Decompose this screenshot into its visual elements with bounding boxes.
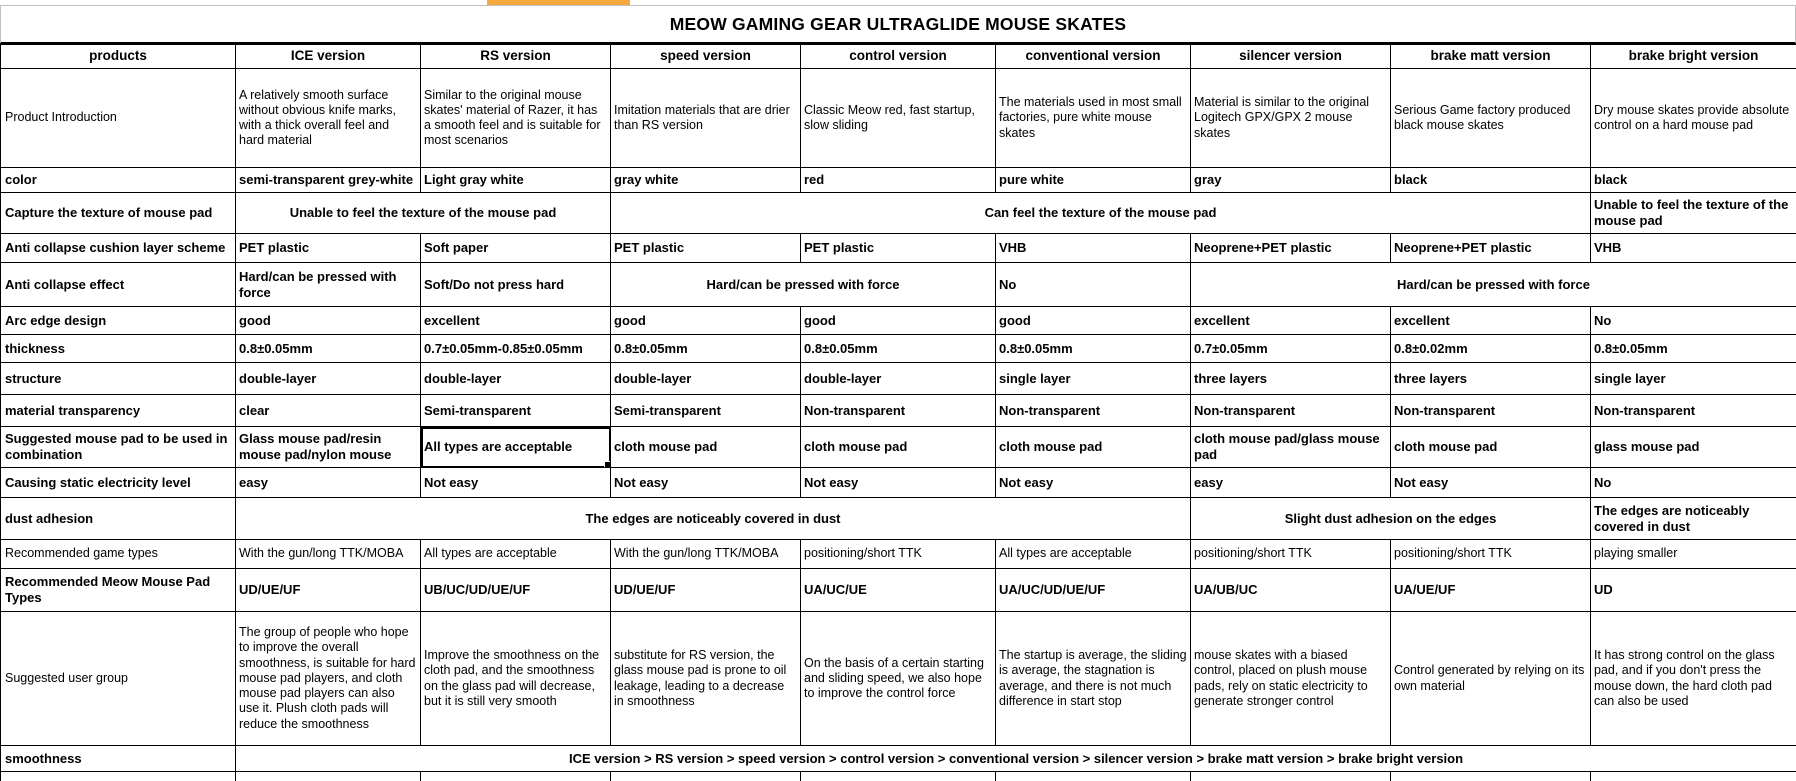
cell-suggested-user-group-conventional-version[interactable]: The startup is average, the sliding is average, the stagnation is average, and there is not much difference in start stop bbox=[996, 612, 1191, 746]
cell-material-transparency-ice-version[interactable]: clear bbox=[236, 395, 421, 427]
cell-anti-collapse-cushion-layer-scheme-ice-version[interactable]: PET plastic bbox=[236, 234, 421, 263]
cell-color-speed-version[interactable]: gray white bbox=[611, 168, 801, 193]
cell-suggested-user-group-silencer-version[interactable]: mouse skates with a biased control, placed on plush mouse pads, rely on static electricity to generate stronger control bbox=[1191, 612, 1391, 746]
cell-anti-collapse-effect-speed-version[interactable]: Hard/can be pressed with force bbox=[611, 263, 996, 307]
table-row-thickness bbox=[1, 335, 1796, 363]
cell-color-brake-bright-version[interactable]: black bbox=[1591, 168, 1796, 193]
cell-arc-edge-design-ice-version[interactable]: good bbox=[236, 307, 421, 335]
orange-cell-remnant bbox=[487, 0, 630, 5]
cell-product-introduction-rs-version[interactable]: Similar to the original mouse skates' material of Razer, it has a smooth feel and is suitable for most scenarios bbox=[421, 69, 611, 168]
top-row-remnant bbox=[0, 0, 1796, 6]
cell-recommended-meow-mouse-pad-types-silencer-version[interactable]: UA/UB/UC bbox=[1191, 569, 1391, 612]
cell-suggested-user-group-brake-bright-version[interactable]: It has strong control on the glass pad, and if you don't press the mouse down, the hard cloth pad can also be used bbox=[1591, 612, 1796, 746]
cell-product-introduction-control-version[interactable]: Classic Meow red, fast startup, slow sliding bbox=[801, 69, 996, 168]
cell-structure-speed-version[interactable]: double-layer bbox=[611, 363, 801, 395]
cell-recommended-game-types-brake-matt-version[interactable]: positioning/short TTK bbox=[1391, 540, 1591, 569]
cell-material-transparency-rs-version[interactable]: Semi-transparent bbox=[421, 395, 611, 427]
bottom-remnant-cell bbox=[421, 772, 611, 781]
row-label-thickness[interactable]: thickness bbox=[1, 335, 236, 363]
header-cell-control-version[interactable]: control version bbox=[801, 45, 996, 69]
cell-causing-static-electricity-level-conventional-version[interactable]: Not easy bbox=[996, 468, 1191, 498]
cell-anti-collapse-cushion-layer-scheme-brake-matt-version[interactable]: Neoprene+PET plastic bbox=[1391, 234, 1591, 263]
cell-material-transparency-silencer-version[interactable]: Non-transparent bbox=[1191, 395, 1391, 427]
cell-color-control-version[interactable]: red bbox=[801, 168, 996, 193]
title-row-cell[interactable] bbox=[0, 6, 1796, 44]
row-label-anti-collapse-cushion-layer-scheme[interactable]: Anti collapse cushion layer scheme bbox=[1, 234, 236, 263]
cell-dust-adhesion-brake-bright-version[interactable]: The edges are noticeably covered in dust bbox=[1591, 498, 1796, 540]
table-row-structure bbox=[1, 363, 1796, 395]
cell-capture-the-texture-of-mouse-pad-ice-version[interactable]: Unable to feel the texture of the mouse pad bbox=[236, 193, 611, 234]
cell-suggested-mouse-pad-to-be-used-in-combination-brake-bright-version[interactable]: glass mouse pad bbox=[1591, 427, 1796, 468]
table-row-product-introduction bbox=[1, 69, 1796, 168]
cell-color-brake-matt-version[interactable]: black bbox=[1391, 168, 1591, 193]
table-body bbox=[1, 69, 1796, 781]
table-row-material-transparency bbox=[1, 395, 1796, 427]
cell-recommended-meow-mouse-pad-types-rs-version[interactable]: UB/UC/UD/UE/UF bbox=[421, 569, 611, 612]
cell-thickness-rs-version[interactable]: 0.7±0.05mm-0.85±0.05mm bbox=[421, 335, 611, 363]
header-cell-brake-bright-version[interactable]: brake bright version bbox=[1591, 45, 1796, 69]
cell-thickness-speed-version[interactable]: 0.8±0.05mm bbox=[611, 335, 801, 363]
cell-structure-silencer-version[interactable]: three layers bbox=[1191, 363, 1391, 395]
cell-dust-adhesion-silencer-version[interactable]: Slight dust adhesion on the edges bbox=[1191, 498, 1591, 540]
table-row-dust-adhesion bbox=[1, 498, 1796, 540]
cell-material-transparency-brake-matt-version[interactable]: Non-transparent bbox=[1391, 395, 1591, 427]
row-label-structure[interactable]: structure bbox=[1, 363, 236, 395]
cell-causing-static-electricity-level-silencer-version[interactable]: easy bbox=[1191, 468, 1391, 498]
cell-product-introduction-brake-matt-version[interactable]: Serious Game factory produced black mouse skates bbox=[1391, 69, 1591, 168]
cell-structure-rs-version[interactable]: double-layer bbox=[421, 363, 611, 395]
header-cell-ice-version[interactable]: ICE version bbox=[236, 45, 421, 69]
cell-recommended-game-types-rs-version[interactable]: All types are acceptable bbox=[421, 540, 611, 569]
row-label-product-introduction[interactable]: Product Introduction bbox=[1, 69, 236, 168]
cell-anti-collapse-effect-conventional-version[interactable]: No bbox=[996, 263, 1191, 307]
bottom-remnant-cell bbox=[996, 772, 1191, 781]
row-label-anti-collapse-effect[interactable]: Anti collapse effect bbox=[1, 263, 236, 307]
cell-anti-collapse-cushion-layer-scheme-brake-bright-version[interactable]: VHB bbox=[1591, 234, 1796, 263]
cell-suggested-mouse-pad-to-be-used-in-combination-silencer-version[interactable]: cloth mouse pad/glass mouse pad bbox=[1191, 427, 1391, 468]
cell-capture-the-texture-of-mouse-pad-speed-version[interactable]: Can feel the texture of the mouse pad bbox=[611, 193, 1591, 234]
cell-recommended-game-types-speed-version[interactable]: With the gun/long TTK/MOBA bbox=[611, 540, 801, 569]
cell-arc-edge-design-silencer-version[interactable]: excellent bbox=[1191, 307, 1391, 335]
cell-suggested-user-group-speed-version[interactable]: substitute for RS version, the glass mouse pad is prone to oil leakage, leading to a decrease in smoothness bbox=[611, 612, 801, 746]
cell-material-transparency-control-version[interactable]: Non-transparent bbox=[801, 395, 996, 427]
cell-causing-static-electricity-level-speed-version[interactable]: Not easy bbox=[611, 468, 801, 498]
row-label-smoothness[interactable]: smoothness bbox=[1, 746, 236, 772]
bottom-row-remnant bbox=[1, 772, 1796, 781]
table-row-smoothness bbox=[1, 746, 1796, 772]
cell-recommended-meow-mouse-pad-types-control-version[interactable]: UA/UC/UE bbox=[801, 569, 996, 612]
page-title: MEOW GAMING GEAR ULTRAGLIDE MOUSE SKATES bbox=[669, 13, 1127, 34]
cell-thickness-conventional-version[interactable]: 0.8±0.05mm bbox=[996, 335, 1191, 363]
cell-causing-static-electricity-level-brake-bright-version[interactable]: No bbox=[1591, 468, 1796, 498]
cell-suggested-mouse-pad-to-be-used-in-combination-rs-version[interactable]: All types are acceptable bbox=[421, 427, 611, 468]
cell-recommended-meow-mouse-pad-types-brake-matt-version[interactable]: UA/UE/UF bbox=[1391, 569, 1591, 612]
cell-color-silencer-version[interactable]: gray bbox=[1191, 168, 1391, 193]
table-row-color bbox=[1, 168, 1796, 193]
header-cell-speed-version[interactable]: speed version bbox=[611, 45, 801, 69]
cell-causing-static-electricity-level-rs-version[interactable]: Not easy bbox=[421, 468, 611, 498]
cell-thickness-silencer-version[interactable]: 0.7±0.05mm bbox=[1191, 335, 1391, 363]
row-label-material-transparency[interactable]: material transparency bbox=[1, 395, 236, 427]
cell-recommended-meow-mouse-pad-types-brake-bright-version[interactable]: UD bbox=[1591, 569, 1796, 612]
row-label-recommended-game-types[interactable]: Recommended game types bbox=[1, 540, 236, 569]
table-row-anti-collapse-effect bbox=[1, 263, 1796, 307]
cell-anti-collapse-effect-rs-version[interactable]: Soft/Do not press hard bbox=[421, 263, 611, 307]
comparison-table bbox=[0, 44, 1796, 781]
cell-suggested-mouse-pad-to-be-used-in-combination-ice-version[interactable]: Glass mouse pad/resin mouse pad/nylon mouse bbox=[236, 427, 421, 468]
cell-suggested-mouse-pad-to-be-used-in-combination-control-version[interactable]: cloth mouse pad bbox=[801, 427, 996, 468]
table-row-capture-the-texture-of-mouse-pad bbox=[1, 193, 1796, 234]
cell-anti-collapse-cushion-layer-scheme-rs-version[interactable]: Soft paper bbox=[421, 234, 611, 263]
table-row-suggested-user-group bbox=[1, 612, 1796, 746]
cell-arc-edge-design-speed-version[interactable]: good bbox=[611, 307, 801, 335]
cell-recommended-game-types-ice-version[interactable]: With the gun/long TTK/MOBA bbox=[236, 540, 421, 569]
bottom-remnant-cell bbox=[611, 772, 801, 781]
cell-dust-adhesion-ice-version[interactable]: The edges are noticeably covered in dust bbox=[236, 498, 1191, 540]
row-label-suggested-user-group[interactable]: Suggested user group bbox=[1, 612, 236, 746]
cell-suggested-mouse-pad-to-be-used-in-combination-brake-matt-version[interactable]: cloth mouse pad bbox=[1391, 427, 1591, 468]
cell-anti-collapse-effect-ice-version[interactable]: Hard/can be pressed with force bbox=[236, 263, 421, 307]
cell-material-transparency-speed-version[interactable]: Semi-transparent bbox=[611, 395, 801, 427]
cell-causing-static-electricity-level-ice-version[interactable]: easy bbox=[236, 468, 421, 498]
header-cell-conventional-version[interactable]: conventional version bbox=[996, 45, 1191, 69]
row-label-suggested-mouse-pad-to-be-used-in-combination[interactable]: Suggested mouse pad to be used in combination bbox=[1, 427, 236, 468]
cell-anti-collapse-cushion-layer-scheme-control-version[interactable]: PET plastic bbox=[801, 234, 996, 263]
cell-thickness-control-version[interactable]: 0.8±0.05mm bbox=[801, 335, 996, 363]
cell-causing-static-electricity-level-brake-matt-version[interactable]: Not easy bbox=[1391, 468, 1591, 498]
cell-product-introduction-silencer-version[interactable]: Material is similar to the original Logitech GPX/GPX 2 mouse skates bbox=[1191, 69, 1391, 168]
cell-suggested-mouse-pad-to-be-used-in-combination-speed-version[interactable]: cloth mouse pad bbox=[611, 427, 801, 468]
cell-causing-static-electricity-level-control-version[interactable]: Not easy bbox=[801, 468, 996, 498]
cell-recommended-game-types-brake-bright-version[interactable]: playing smaller bbox=[1591, 540, 1796, 569]
bottom-remnant-cell bbox=[1, 772, 236, 781]
cell-structure-brake-matt-version[interactable]: three layers bbox=[1391, 363, 1591, 395]
bottom-remnant-cell bbox=[236, 772, 421, 781]
cell-recommended-meow-mouse-pad-types-speed-version[interactable]: UD/UE/UF bbox=[611, 569, 801, 612]
row-label-dust-adhesion[interactable]: dust adhesion bbox=[1, 498, 236, 540]
row-label-color[interactable]: color bbox=[1, 168, 236, 193]
header-cell-products[interactable]: products bbox=[1, 45, 236, 69]
cell-anti-collapse-cushion-layer-scheme-conventional-version[interactable]: VHB bbox=[996, 234, 1191, 263]
table-row-suggested-mouse-pad-to-be-used-in-combination bbox=[1, 427, 1796, 468]
cell-material-transparency-conventional-version[interactable]: Non-transparent bbox=[996, 395, 1191, 427]
table-row-recommended-meow-mouse-pad-types bbox=[1, 569, 1796, 612]
cell-recommended-game-types-conventional-version[interactable]: All types are acceptable bbox=[996, 540, 1191, 569]
cell-arc-edge-design-brake-bright-version[interactable]: No bbox=[1591, 307, 1796, 335]
table-row-anti-collapse-cushion-layer-scheme bbox=[1, 234, 1796, 263]
cell-structure-ice-version[interactable]: double-layer bbox=[236, 363, 421, 395]
cell-product-introduction-brake-bright-version[interactable]: Dry mouse skates provide absolute control on a hard mouse pad bbox=[1591, 69, 1796, 168]
cell-color-ice-version[interactable]: semi-transparent grey-white bbox=[236, 168, 421, 193]
cell-structure-conventional-version[interactable]: single layer bbox=[996, 363, 1191, 395]
cell-suggested-user-group-ice-version[interactable]: The group of people who hope to improve the overall smoothness, is suitable for hard mouse pad players, and cloth mouse pad players can also use it. Plush cloth pads will reduce the smoothness bbox=[236, 612, 421, 746]
row-label-recommended-meow-mouse-pad-types[interactable]: Recommended Meow Mouse Pad Types bbox=[1, 569, 236, 612]
cell-color-conventional-version[interactable]: pure white bbox=[996, 168, 1191, 193]
cell-arc-edge-design-brake-matt-version[interactable]: excellent bbox=[1391, 307, 1591, 335]
bottom-remnant-cell bbox=[1191, 772, 1391, 781]
header-cell-silencer-version[interactable]: silencer version bbox=[1191, 45, 1391, 69]
cell-arc-edge-design-control-version[interactable]: good bbox=[801, 307, 996, 335]
bottom-remnant-cell bbox=[1391, 772, 1591, 781]
header-row bbox=[1, 45, 1796, 69]
cell-anti-collapse-cushion-layer-scheme-speed-version[interactable]: PET plastic bbox=[611, 234, 801, 263]
cell-smoothness-ice-version[interactable]: ICE version > RS version > speed version > control version > conventional version > silencer version > brake matt version > brake bright version bbox=[236, 746, 1796, 772]
row-label-causing-static-electricity-level[interactable]: Causing static electricity level bbox=[1, 468, 236, 498]
header-cell-brake-matt-version[interactable]: brake matt version bbox=[1391, 45, 1591, 69]
cell-capture-the-texture-of-mouse-pad-brake-bright-version[interactable]: Unable to feel the texture of the mouse pad bbox=[1591, 193, 1796, 234]
cell-thickness-ice-version[interactable]: 0.8±0.05mm bbox=[236, 335, 421, 363]
cell-product-introduction-ice-version[interactable]: A relatively smooth surface without obvious knife marks, with a thick overall feel and hard material bbox=[236, 69, 421, 168]
row-label-arc-edge-design[interactable]: Arc edge design bbox=[1, 307, 236, 335]
cell-material-transparency-brake-bright-version[interactable]: Non-transparent bbox=[1591, 395, 1796, 427]
cell-structure-brake-bright-version[interactable]: single layer bbox=[1591, 363, 1796, 395]
cell-anti-collapse-effect-silencer-version[interactable]: Hard/can be pressed with force bbox=[1191, 263, 1796, 307]
cell-suggested-mouse-pad-to-be-used-in-combination-conventional-version[interactable]: cloth mouse pad bbox=[996, 427, 1191, 468]
cell-suggested-user-group-control-version[interactable]: On the basis of a certain starting and sliding speed, we also hope to improve the control force bbox=[801, 612, 996, 746]
header-cell-rs-version[interactable]: RS version bbox=[421, 45, 611, 69]
cell-suggested-user-group-brake-matt-version[interactable]: Control generated by relying on its own material bbox=[1391, 612, 1591, 746]
cell-thickness-brake-bright-version[interactable]: 0.8±0.05mm bbox=[1591, 335, 1796, 363]
cell-product-introduction-conventional-version[interactable]: The materials used in most small factories, pure white mouse skates bbox=[996, 69, 1191, 168]
bottom-remnant-cell bbox=[801, 772, 996, 781]
cell-arc-edge-design-rs-version[interactable]: excellent bbox=[421, 307, 611, 335]
table-row-causing-static-electricity-level bbox=[1, 468, 1796, 498]
cell-suggested-user-group-rs-version[interactable]: Improve the smoothness on the cloth pad, and the smoothness on the glass pad will decrease, but it is still very smooth bbox=[421, 612, 611, 746]
bottom-remnant-cell bbox=[1591, 772, 1796, 781]
cell-thickness-brake-matt-version[interactable]: 0.8±0.02mm bbox=[1391, 335, 1591, 363]
cell-structure-control-version[interactable]: double-layer bbox=[801, 363, 996, 395]
table-row-recommended-game-types bbox=[1, 540, 1796, 569]
cell-recommended-meow-mouse-pad-types-conventional-version[interactable]: UA/UC/UD/UE/UF bbox=[996, 569, 1191, 612]
cell-recommended-meow-mouse-pad-types-ice-version[interactable]: UD/UE/UF bbox=[236, 569, 421, 612]
cell-arc-edge-design-conventional-version[interactable]: good bbox=[996, 307, 1191, 335]
cell-color-rs-version[interactable]: Light gray white bbox=[421, 168, 611, 193]
cell-anti-collapse-cushion-layer-scheme-silencer-version[interactable]: Neoprene+PET plastic bbox=[1191, 234, 1391, 263]
cell-recommended-game-types-silencer-version[interactable]: positioning/short TTK bbox=[1191, 540, 1391, 569]
cell-recommended-game-types-control-version[interactable]: positioning/short TTK bbox=[801, 540, 996, 569]
cell-product-introduction-speed-version[interactable]: Imitation materials that are drier than RS version bbox=[611, 69, 801, 168]
table-row-arc-edge-design bbox=[1, 307, 1796, 335]
table-header bbox=[1, 45, 1796, 69]
row-label-capture-the-texture-of-mouse-pad[interactable]: Capture the texture of mouse pad bbox=[1, 193, 236, 234]
